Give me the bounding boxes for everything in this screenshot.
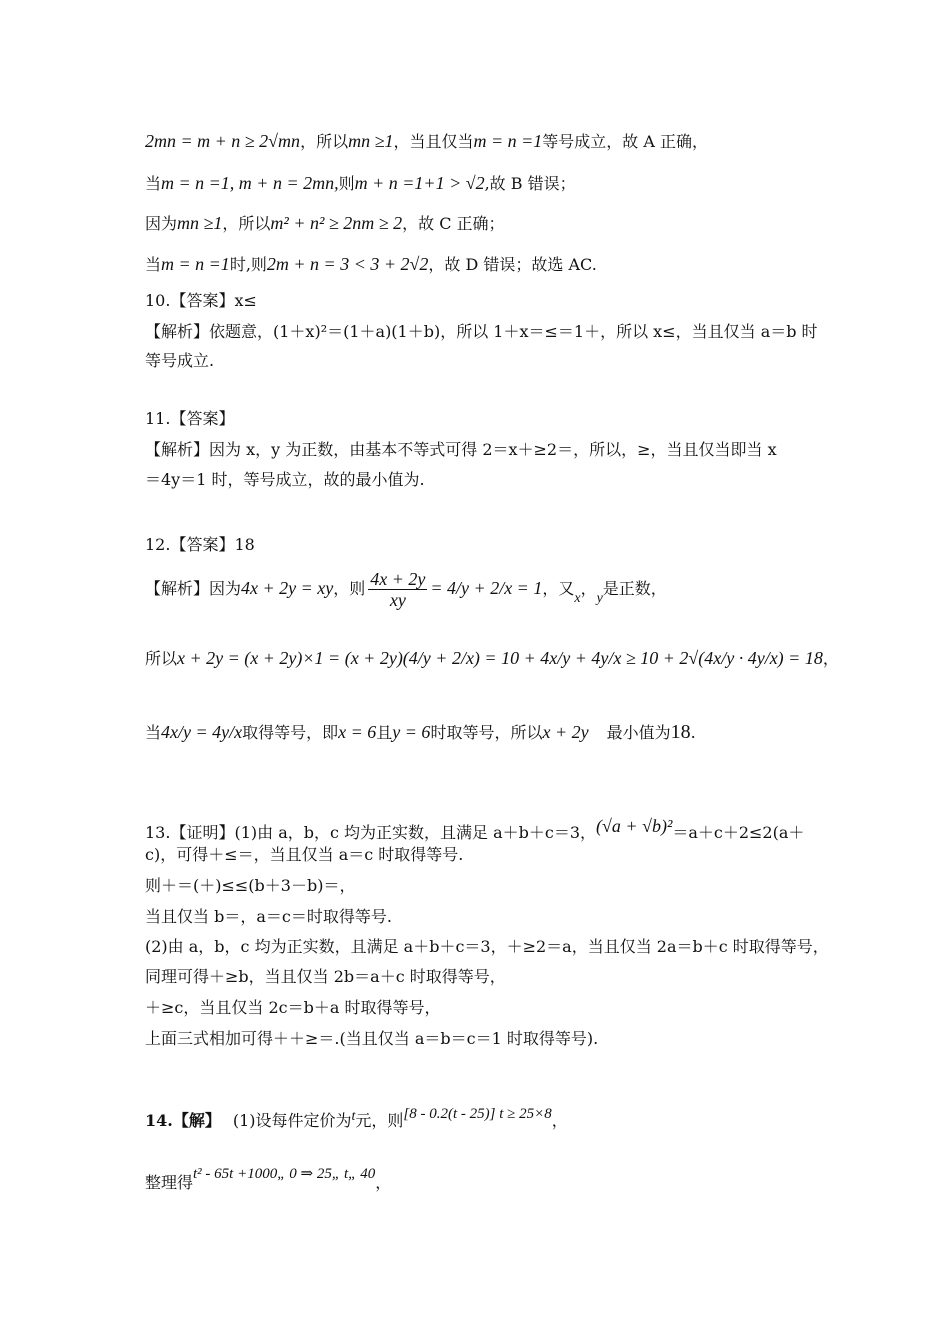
formula: 2m + n = 3 < 3 + 2√2	[266, 254, 429, 274]
formula: t	[351, 1109, 356, 1124]
text: ，当且仅当	[393, 132, 474, 151]
text: (1)设每件定价为	[232, 1111, 352, 1130]
q11-analysis-1: 【解析】因为 x，y 为正数，由基本不等式可得 2＝x＋≥2＝，所以，≥，当且仅当即当 x	[145, 440, 777, 459]
formula: y	[596, 591, 603, 606]
text: 时取等号，所以	[430, 723, 543, 742]
q12-line-2	[145, 636, 839, 681]
formula: x = 6	[338, 722, 377, 742]
formula: m = n =1, m + n = 2mn,	[161, 173, 339, 193]
text: 13.【证明】(1)由 a，b，c 均为正实数，且满足 a＋b＋c＝3，	[145, 823, 597, 842]
formula: m + n =1+1 > √2	[354, 173, 485, 193]
text: ，	[551, 1111, 568, 1130]
text: 则	[338, 174, 355, 193]
formula: [8 - 0.2(t - 25)] t ≥ 25×8	[403, 1106, 552, 1122]
text: ,故 B 错误；	[484, 174, 576, 193]
formula: 4x + 2y = xy	[241, 578, 334, 598]
text: ，则	[333, 579, 366, 598]
formula: x + 2y = (x + 2y)×1 = (x + 2y)(4/y + 2/x) = 10 + 4x/y + 4y/x ≥ 10 + 2√(4x/y · 4y/x) = 18	[177, 648, 823, 668]
q12-answer: 12.【答案】18	[145, 535, 255, 554]
text: ，故 D 错误；故选 AC.	[428, 255, 597, 274]
formula: (√a + √b)²	[596, 816, 673, 836]
text: 所以	[145, 649, 178, 668]
text: 是正数，	[602, 579, 667, 598]
fraction-denominator: xy	[389, 590, 406, 610]
q13-line-6: 同理可得＋≥b，当且仅当 2b＝a＋c 时取得等号，	[145, 967, 506, 986]
formula: y = 6	[392, 722, 431, 742]
q13-line-8: 上面三式相加可得＋＋≥＝.(当且仅当 a＝b＝c＝1 时取得等号).	[145, 1029, 599, 1048]
q13-line-3: 则＋＝(＋)≤≤(b＋3－b)＝，	[145, 876, 356, 895]
formula: m = n =1	[161, 254, 230, 274]
q14-line-1	[145, 1098, 568, 1137]
text: 且	[376, 723, 393, 742]
formula: x	[574, 591, 581, 606]
formula: 4x/y = 4y/x	[161, 722, 243, 742]
formula: 2mn = m + n ≥ 2√mn	[145, 131, 301, 151]
text: 最小值为	[606, 723, 671, 742]
q13-line-2: c)，可得＋≤＝，当且仅当 a＝c 时取得等号.	[145, 845, 464, 864]
q10-analysis-1: 【解析】依题意，(1＋x)²＝(1＋a)(1＋b)，所以 1＋x＝≤＝1＋，所以 x≤，当且仅当 a＝b 时	[145, 322, 818, 341]
text: 当	[145, 723, 162, 742]
text: ，所以	[222, 214, 271, 233]
q12-line-1	[145, 566, 667, 621]
formula: 18	[670, 721, 691, 743]
formula: t² - 65t +1000„ 0 ⇒ 25„ t„ 40	[193, 1166, 376, 1182]
text: 因为	[145, 214, 178, 233]
q13-line-5: (2)由 a，b，c 均为正实数，且满足 a＋b＋c＝3，＋≥2＝a，当且仅当 2a＝b＋c 时取得等号，	[145, 937, 829, 956]
q13-line-4: 当且仅当 b＝，a＝c＝时取得等号.	[145, 907, 392, 926]
q11-analysis-2: ＝4y＝1 时，等号成立，故的最小值为.	[145, 470, 425, 489]
q9-line-3	[145, 212, 505, 235]
text: 整理得	[145, 1173, 194, 1192]
q9-line-4	[145, 253, 597, 276]
formula: mn ≥1	[177, 213, 223, 233]
text: 等号成立，故 A 正确，	[542, 132, 709, 151]
fraction	[368, 569, 427, 610]
fraction-numerator: 4x + 2y	[370, 569, 426, 589]
text: ，	[580, 579, 597, 598]
q9-line-2	[145, 172, 576, 195]
q9-line-1	[145, 130, 708, 153]
text: ＝a＋c＋2≤2(a＋	[672, 823, 805, 842]
formula: m = n =1	[473, 131, 543, 151]
text: 时,则	[229, 255, 267, 274]
formula: x + 2y	[542, 722, 589, 742]
q14-line-2	[145, 1158, 391, 1199]
text: 取得等号，即	[242, 723, 339, 742]
q11-answer: 11.【答案】	[145, 409, 235, 428]
text: ，	[375, 1173, 392, 1192]
text: .	[690, 723, 696, 742]
q12-line-3	[145, 710, 696, 755]
q10-analysis-2: 等号成立.	[145, 351, 215, 370]
text: ，故 C 正确；	[402, 214, 505, 233]
q13-line-7: ＋≥c，当且仅当 2c＝b＋a 时取得等号，	[145, 998, 441, 1017]
text: 【解析】因为	[145, 579, 242, 598]
formula: m² + n² ≥ 2nm ≥ 2	[270, 213, 403, 233]
q10-answer: 10.【答案】x≤	[145, 291, 257, 310]
text: 当	[145, 174, 162, 193]
question-label: 14.【解】	[145, 1111, 221, 1130]
text: ，又	[542, 579, 575, 598]
text: 当	[145, 255, 162, 274]
text: ，	[822, 649, 839, 668]
formula: = 4/y + 2/x = 1	[430, 578, 543, 598]
formula: mn ≥1	[348, 131, 394, 151]
text: ，所以	[300, 132, 349, 151]
text: 元，则	[355, 1111, 404, 1130]
